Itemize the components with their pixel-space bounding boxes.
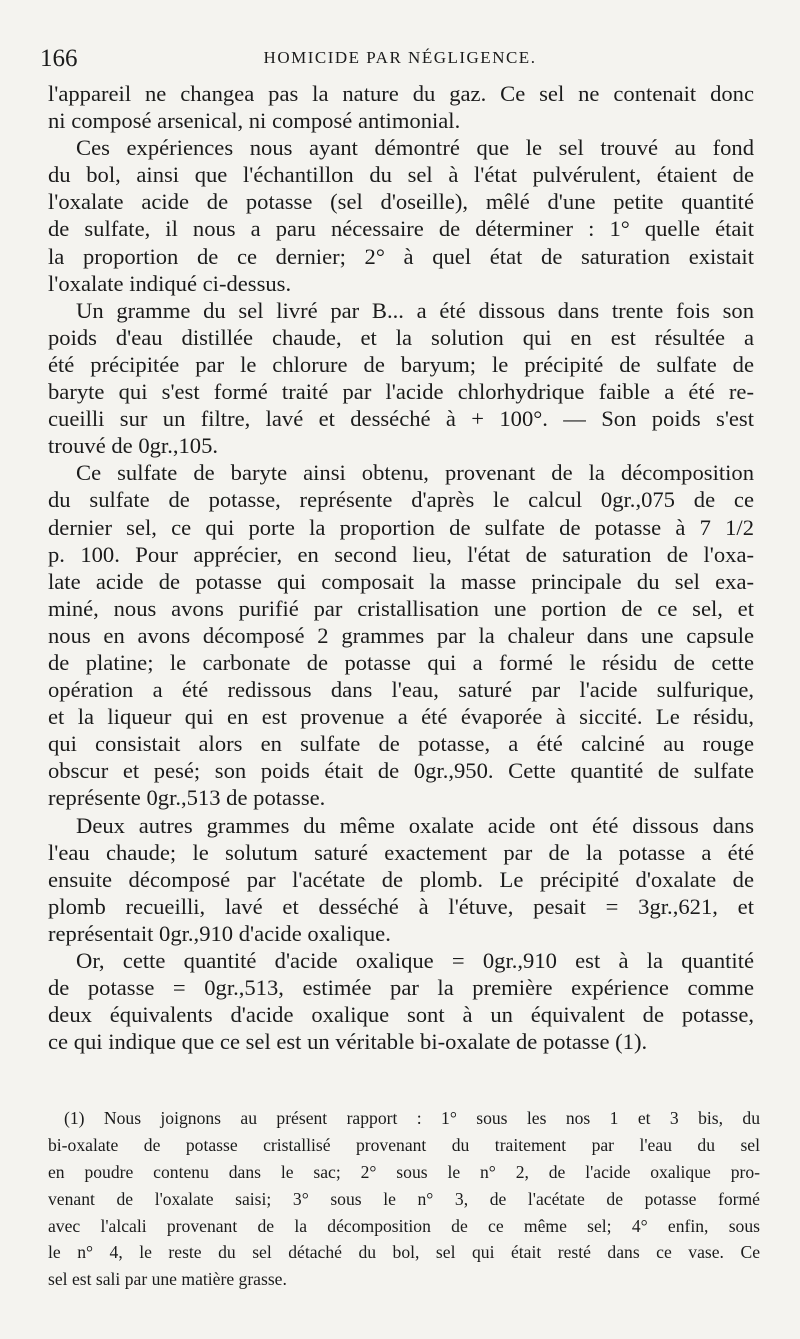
footnote-line: sel est sali par une matière grasse. [48, 1269, 287, 1290]
text-line: Un gramme du sel livré par B... a été dissous dans trente fois son [76, 297, 754, 323]
body-text [48, 80, 754, 1055]
text-line: miné, nous avons purifié par cristallisation une portion de ce sel, et [48, 595, 754, 621]
text-line: obscur et pesé; son poids était de 0gr.,950. Cette quantité de sulfate [48, 758, 754, 784]
text-line: poids d'eau distillée chaude, et la solution qui en est résultée a [48, 324, 754, 350]
text-line: l'appareil ne changea pas la nature du gaz. Ce sel ne contenait donc [48, 81, 754, 106]
text-line: de sulfate, il nous a paru nécessaire de déterminer : 1° quelle était [48, 216, 754, 242]
text-line: été précipitée par le chlorure de baryum; le précipité de sulfate de [48, 351, 754, 377]
footnote-line: (1) Nous joignons au présent rapport : 1° sous les nos 1 et 3 bis, du [64, 1108, 760, 1128]
text-line: représente 0gr.,513 de potasse. [48, 785, 326, 811]
text-line: baryte qui s'est formé traité par l'acide chlorhydrique faible a été re- [48, 379, 754, 405]
text-line: du sulfate de potasse, représente d'après le calcul 0gr.,075 de ce [48, 487, 754, 513]
text-line: l'oxalate indiqué ci-dessus. [48, 270, 292, 296]
text-line: de potasse = 0gr.,513, estimée par la première expérience comme [48, 975, 754, 1001]
text-line: Ces expériences nous ayant démontré que le sel trouvé au fond [76, 135, 754, 161]
text-line: l'eau chaude; le solutum saturé exactement par de la potasse a été [48, 839, 754, 865]
text-line: qui consistait alors en sulfate de potasse, a été calciné au rouge [48, 731, 754, 757]
page-header [40, 44, 760, 74]
text-line: deux équivalents d'acide oxalique sont à un équivalent de potasse, [48, 1002, 754, 1028]
footnote-block [48, 1105, 760, 1293]
text-line: ni composé arsenical, ni composé antimonial. [48, 108, 461, 134]
text-line: la proportion de ce dernier; 2° à quel état de saturation existait [48, 243, 754, 269]
footnote-line: venant de l'oxalate saisi; 3° sous le n° 3, de l'acétate de potasse formé [48, 1188, 760, 1209]
running-title: HOMICIDE PAR NÉGLIGENCE. [263, 48, 537, 67]
text-line: représentait 0gr.,910 d'acide oxalique. [48, 920, 391, 946]
text-line: opération a été redissous dans l'eau, saturé par l'acide sulfurique, [48, 677, 754, 703]
footnote-line: le n° 4, le reste du sel détaché du bol, sel qui était resté dans ce vase. Ce [48, 1242, 760, 1263]
footnote-line: avec l'alcali provenant de la décomposition de ce même sel; 4° enfin, sous [48, 1215, 760, 1236]
footnote-line: en poudre contenu dans le sac; 2° sous le n° 2, de l'acide oxalique pro- [48, 1161, 760, 1182]
text-line: de platine; le carbonate de potasse qui a formé le résidu de cette [48, 649, 754, 675]
text-line: et la liqueur qui en est provenue a été évaporée à siccité. Le résidu, [48, 704, 754, 730]
text-line: dernier sel, ce qui porte la proportion de sulfate de potasse à 7 1/2 [48, 514, 754, 540]
text-line: late acide de potasse qui composait la masse principale du sel exa- [48, 568, 754, 594]
text-line: l'oxalate acide de potasse (sel d'oseille), mêlé d'une petite quantité [48, 189, 754, 215]
text-line: trouvé de 0gr.,105. [48, 433, 219, 459]
text-line: Or, cette quantité d'acide oxalique = 0gr.,910 est à la quantité [76, 948, 754, 973]
text-line: du bol, ainsi que l'échantillon du sel à l'état pulvérulent, étaient de [48, 162, 754, 188]
text-line: Deux autres grammes du même oxalate acide ont été dissous dans [76, 812, 754, 838]
text-line: nous en avons décomposé 2 grammes par la chaleur dans une capsule [48, 622, 754, 648]
text-line: ensuite décomposé par l'acétate de plomb. Le précipité d'oxalate de [48, 866, 754, 892]
text-line: Ce sulfate de baryte ainsi obtenu, provenant de la décomposition [76, 460, 754, 486]
page-number: 166 [40, 45, 78, 72]
text-line: cueilli sur un filtre, lavé et desséché à + 100°. — Son poids s'est [48, 406, 754, 432]
text-line: plomb recueilli, lavé et desséché à l'étuve, pesait = 3gr.,621, et [48, 893, 754, 919]
text-line: ce qui indique que ce sel est un véritable bi-oxalate de potasse (1). [48, 1029, 648, 1055]
text-line: p. 100. Pour apprécier, en second lieu, l'état de saturation de l'oxa- [48, 541, 754, 567]
footnote-line: bi-oxalate de potasse cristallisé provenant du traitement par l'eau du sel [48, 1134, 760, 1155]
